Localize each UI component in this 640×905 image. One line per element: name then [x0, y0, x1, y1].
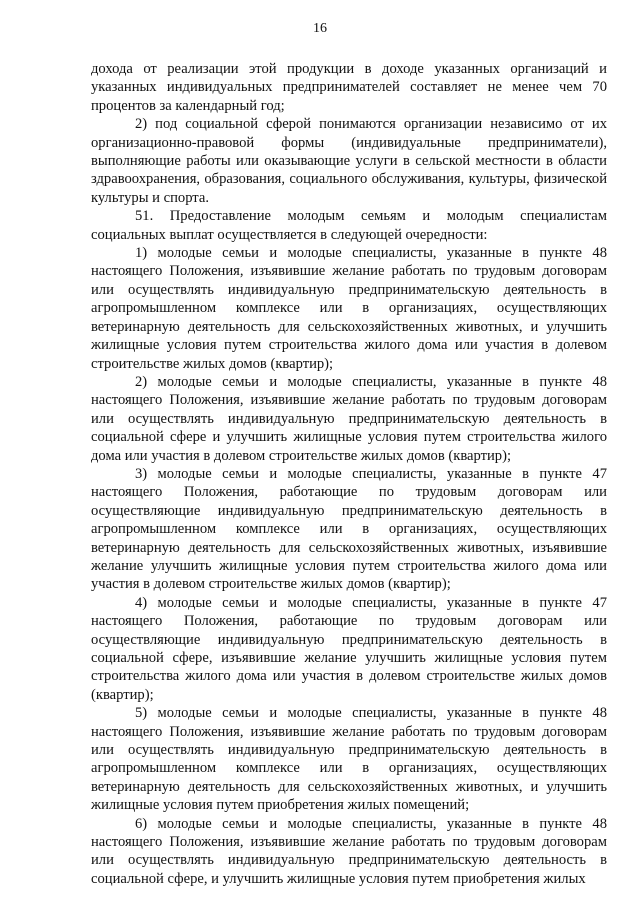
document-body [91, 60, 607, 888]
paragraph: дохода от реализации этой продукции в доходе указанных организаций и указанных индивидуальных предпринимателей составляет не менее чем 70 процентов за календарный год; [91, 61, 607, 114]
paragraph: 1) молодые семьи и молодые специалисты, указанные в пункте 48 настоящего Положения, изъявившие желание работать по трудовым договорам или осуществлять индивидуальную предпринимательскую деятельность в агропромышленном комплексе или в организациях, осуществляющих ветеринарную деятельность для сельскохозяйственных животных, и улучшить жилищные условия путем строительства жилого дома или участия в долевом строительстве жилых домов (квартир); [91, 245, 607, 372]
paragraph: 4) молодые семьи и молодые специалисты, указанные в пункте 47 настоящего Положения, работающие по трудовым договорам или осуществляющие индивидуальную предпринимательскую деятельность в социальной сфере, изъявившие желание улучшить жилищные условия путем строительства жилого дома или участия в долевом строительстве жилых домов (квартир); [91, 594, 607, 703]
page-number: 16 [313, 21, 327, 36]
paragraph: 51. Предоставление молодым семьям и молодым специалистам социальных выплат осуществляется в следующей очередности: [91, 208, 607, 243]
paragraph: 6) молодые семьи и молодые специалисты, указанные в пункте 48 настоящего Положения, изъявившие желание работать по трудовым договорам или осуществлять индивидуальную предпринимательскую деятельность в социальной сфере, и улучшить жилищные условия путем приобретения жилых [91, 815, 607, 887]
paragraph: 2) под социальной сферой понимаются организации независимо от их организационно-правовой формы (индивидуальные предприниматели), выполняющие работы или оказывающие услуги в сельской местности в области здравоохранения, образования, социального обслуживания, культуры, физической культуры и спорта. [91, 116, 607, 206]
paragraph: 5) молодые семьи и молодые специалисты, указанные в пункте 48 настоящего Положения, изъявившие желание работать по трудовым договорам или осуществлять индивидуальную предпринимательскую деятельность в агропромышленном комплексе или в организациях, осуществляющих ветеринарную деятельность для сельскохозяйственных животных, и улучшить жилищные условия путем приобретения жилых помещений; [91, 705, 607, 814]
paragraph: 2) молодые семьи и молодые специалисты, указанные в пункте 48 настоящего Положения, изъявившие желание работать по трудовым договорам или осуществлять индивидуальную предпринимательскую деятельность в социальной сфере и улучшить жилищные условия путем строительства жилого дома или участия в долевом строительстве жилых домов (квартир); [91, 373, 607, 464]
paragraph: 3) молодые семьи и молодые специалисты, указанные в пункте 47 настоящего Положения, работающие по трудовым договорам или осуществляющие индивидуальную предпринимательскую деятельность в агропромышленном комплексе или в организациях, осуществляющих ветеринарную деятельность для сельскохозяйственных животных, изъявившие желание улучшить жилищные условия путем строительства жилого дома или участия в долевом строительстве жилых домов (квартир); [91, 465, 607, 593]
